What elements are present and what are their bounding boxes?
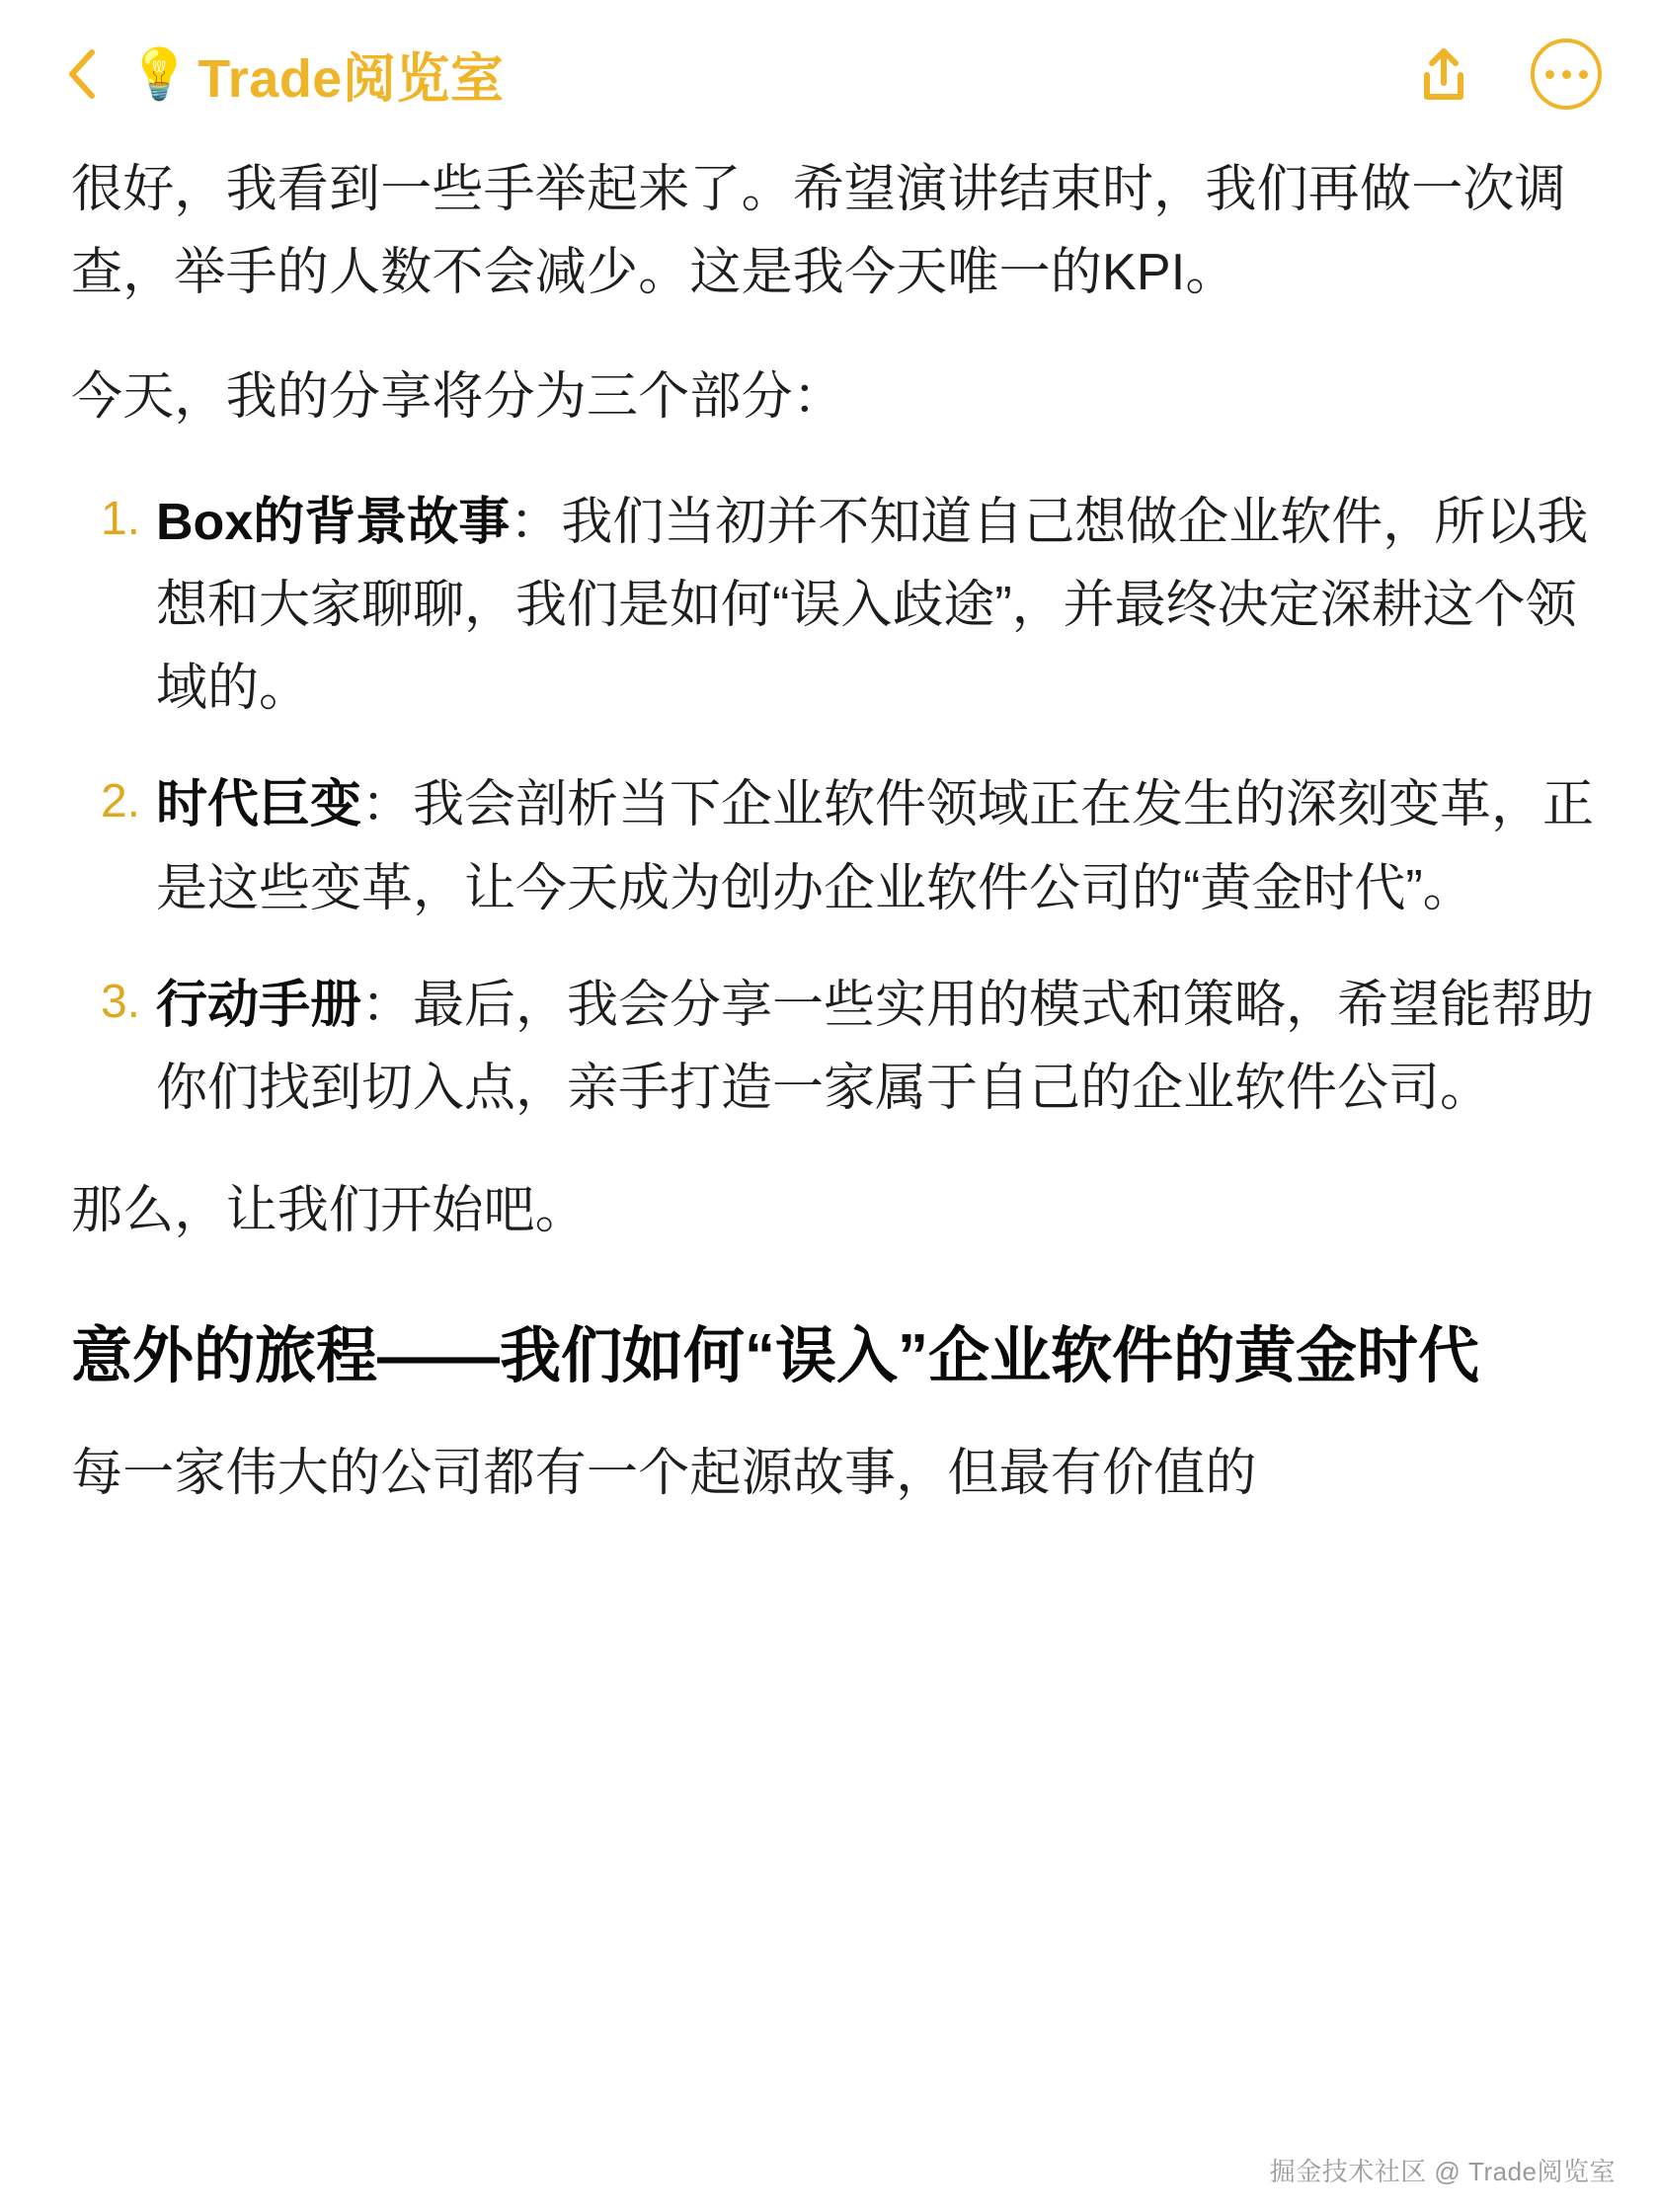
list-item-body: ：我会剖析当下企业软件领域正在发生的深刻变革，正是这些变革，让今天成为创办企业软件公司的“黄金时代”。 <box>156 776 1595 917</box>
paragraph-2: 今天，我的分享将分为三个部分： <box>71 368 845 427</box>
list-item-body: ：最后，我会分享一些实用的模式和策略，希望能帮助你们找到切入点，亲手打造一家属于自己的企业软件公司。 <box>156 976 1595 1118</box>
more-dot-2 <box>1562 70 1571 79</box>
list-item <box>156 964 1600 1130</box>
list-item-title: 行动手册 <box>156 976 362 1034</box>
list-item-title: 时代巨变 <box>156 776 362 834</box>
ordered-list <box>71 481 1600 1131</box>
top-bar-actions <box>1408 39 1602 110</box>
list-item-title: Box的背景故事 <box>156 493 511 551</box>
page-title <box>128 37 1408 113</box>
more-dot-1 <box>1545 70 1554 79</box>
back-icon[interactable] <box>61 45 103 103</box>
list-item <box>156 481 1600 731</box>
more-options-icon[interactable] <box>1531 39 1602 110</box>
paragraph-3: 那么，让我们开始吧。 <box>71 1182 588 1240</box>
watermark: 掘金技术社区 @ Trade阅览室 <box>1269 2157 1616 2186</box>
list-item-body: ：我们当初并不知道自己想做企业软件，所以我想和大家聊聊，我们是如何“误入歧途”，并最终决定深耕这个领域的。 <box>156 493 1589 718</box>
article-content <box>0 148 1659 1515</box>
more-dot-3 <box>1579 70 1588 79</box>
list-item <box>156 763 1600 929</box>
paragraph-4: 每一家伟大的公司都有一个起源故事，但最有价值的 <box>71 1445 1257 1503</box>
page-title-text: Trade阅览室 <box>198 48 505 109</box>
section-heading: 意外的旅程——我们如何“误入”企业软件的黄金时代 <box>71 1321 1480 1390</box>
share-upload-icon[interactable] <box>1408 39 1479 110</box>
lightbulb-icon: 💡 <box>128 46 191 102</box>
top-navigation-bar <box>0 0 1659 148</box>
paragraph-1: 很好，我看到一些手举起来了。希望演讲结束时，我们再做一次调查，举手的人数不会减少。这是我今天唯一的KPI。 <box>71 161 1566 302</box>
